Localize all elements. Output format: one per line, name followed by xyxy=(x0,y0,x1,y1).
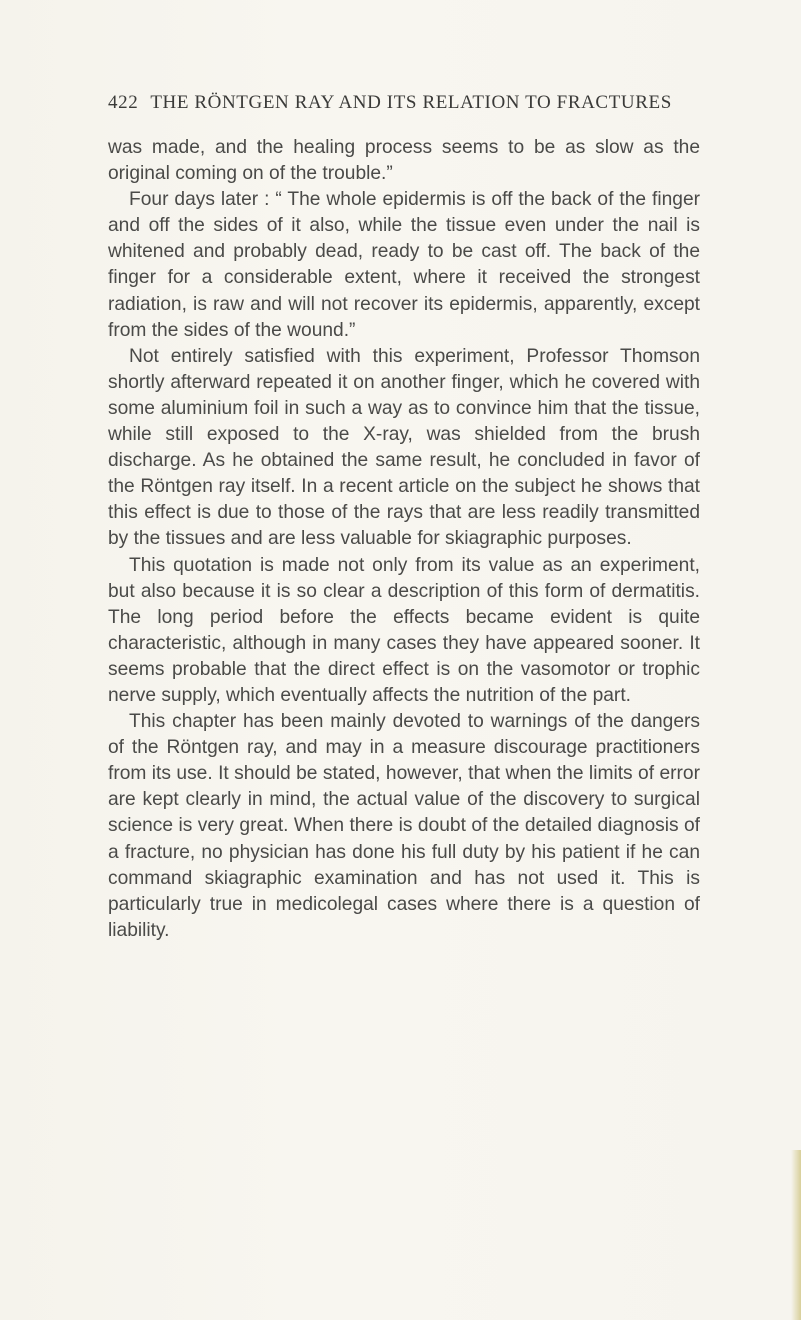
page-edge-shadow xyxy=(791,1150,801,1320)
page-number: 422 xyxy=(108,92,139,113)
body-text xyxy=(108,135,700,944)
paragraph-chapter-conclusion: This chapter has been mainly devoted to warnings of the dangers of the Röntgen ray, and may in a measure discourage practitioners from its use. It should be stated, however, that when the limits of error are kept clearly in mind, the actual value of the discovery to surgical science is very great. When there is doubt of the detailed diagnosis of a fracture, no physician has done his full duty by his patient if he can command skiagraphic examination and has not used it. This is particularly true in medicolegal cases where there is a question of liability. xyxy=(108,711,700,941)
paragraph-four-days-later: Four days later : “ The whole epidermis is off the back of the finger and off the sides of it also, while the tissue even under the nail is whitened and probably dead, ready to be cast off. The back of the finger for a considerable extent, where it received the strongest radiation, is raw and will not recover its epidermis, apparently, except from the sides of the wound.” xyxy=(108,189,700,341)
paragraph-continuation: was made, and the healing process seems to be as slow as the original coming on of the trouble.” xyxy=(108,137,700,185)
paragraph-quotation: This quotation is made not only from its value as an experiment, but also because it is so clear a description of this form of dermatitis. The long period before the effects became evident is quite characteristic, although in many cases they have appeared sooner. It seems probable that the direct effect is on the vasomotor or trophic nerve supply, which eventually affects the nutrition of the part. xyxy=(108,554,700,706)
running-head xyxy=(108,92,708,114)
paragraph-thomson-experiment: Not entirely satisfied with this experiment, Professor Thomson shortly afterward repeated it on another finger, which he covered with some aluminium foil in such a way as to convince him that the tissue, while still exposed to the X-ray, was shielded from the brush discharge. As he obtained the same result, he concluded in favor of the Röntgen ray itself. In a recent article on the subject he shows that this effect is due to those of the rays that are less readily transmitted by the tissues and are less valuable for skiagraphic purposes. xyxy=(108,345,700,550)
chapter-title: THE RÖNTGEN RAY AND ITS RELATION TO FRACTURES xyxy=(150,92,672,113)
